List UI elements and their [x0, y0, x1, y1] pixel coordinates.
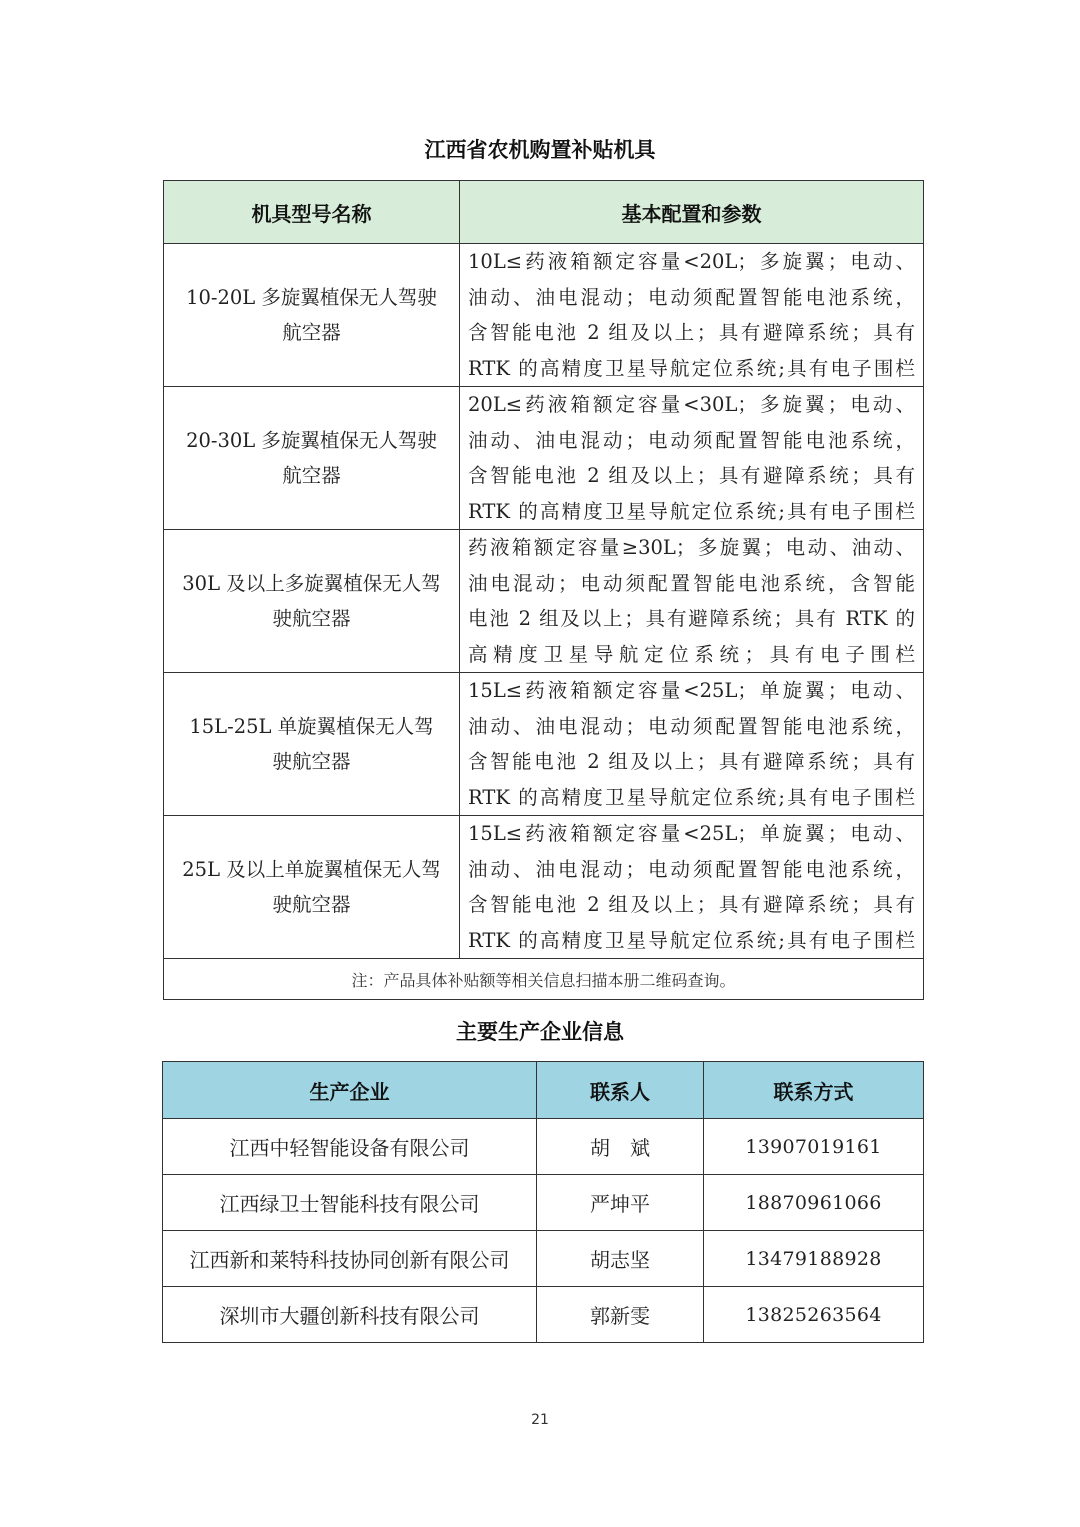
subsidy-machines-table [163, 180, 924, 1000]
spec-line: 油电混动；电动须配置智能电池系统，含智能 [468, 571, 915, 595]
phone-number-cell: 13825263564 [704, 1287, 924, 1343]
phone-number-cell: 18870961066 [704, 1175, 924, 1231]
table-row [164, 387, 924, 530]
manufacturers-table [162, 1061, 924, 1343]
column-header-model-name: 机具型号名称 [164, 181, 460, 244]
table-header-row [164, 181, 924, 244]
spec-line: 含智能电池 2 组及以上；具有避障系统；具有 [468, 321, 915, 344]
table-row [164, 530, 924, 673]
column-header-config-params: 基本配置和参数 [460, 181, 924, 244]
machine-name-cell: 10-20L 多旋翼植保无人驾驶航空器 [164, 244, 460, 387]
column-header-company: 生产企业 [163, 1062, 537, 1119]
table-row [164, 244, 924, 387]
spec-line: 15L≤药液箱额定容量<25L；单旋翼；电动、 [468, 679, 915, 702]
page-number: 21 [531, 1412, 549, 1428]
table-row [163, 1287, 924, 1343]
spec-line: 油动、油电混动；电动须配置智能电池系统， [468, 428, 915, 452]
spec-line: 20L≤药液箱额定容量<30L；多旋翼；电动、 [468, 393, 915, 416]
contact-person-cell: 严坤平 [537, 1175, 704, 1231]
company-name-cell: 江西中轻智能设备有限公司 [163, 1119, 537, 1175]
machine-name-cell: 25L 及以上单旋翼植保无人驾驶航空器 [164, 816, 460, 959]
table-header-row [163, 1062, 924, 1119]
table-row [163, 1231, 924, 1287]
spec-line: RTK 的高精度卫星导航定位系统;具有电子围栏 [468, 785, 915, 809]
spec-line: RTK 的高精度卫星导航定位系统;具有电子围栏 [468, 356, 915, 380]
table-row [164, 816, 924, 959]
table-row [164, 673, 924, 816]
spec-line: 高精度卫星导航定位系统；具有电子围栏 [468, 642, 915, 666]
machine-spec-cell [460, 387, 924, 530]
spec-line: 药液箱额定容量≥30L；多旋翼；电动、油动、 [468, 536, 915, 559]
column-header-phone: 联系方式 [704, 1062, 924, 1119]
spec-line: RTK 的高精度卫星导航定位系统;具有电子围栏 [468, 928, 915, 952]
contact-person-cell: 胡 斌 [537, 1119, 704, 1175]
companies-section-title: 主要生产企业信息 [456, 1020, 624, 1044]
phone-number-cell: 13479188928 [704, 1231, 924, 1287]
table-row [163, 1175, 924, 1231]
company-name-cell: 深圳市大疆创新科技有限公司 [163, 1287, 537, 1343]
spec-line: 10L≤药液箱额定容量<20L；多旋翼；电动、 [468, 250, 915, 273]
table-row [163, 1119, 924, 1175]
spec-line: RTK 的高精度卫星导航定位系统;具有电子围栏 [468, 499, 915, 523]
machine-name-cell: 30L 及以上多旋翼植保无人驾驶航空器 [164, 530, 460, 673]
column-header-contact: 联系人 [537, 1062, 704, 1119]
spec-line: 油动、油电混动；电动须配置智能电池系统， [468, 714, 915, 738]
company-name-cell: 江西绿卫士智能科技有限公司 [163, 1175, 537, 1231]
spec-line: 含智能电池 2 组及以上；具有避障系统；具有 [468, 464, 915, 487]
contact-person-cell: 郭新雯 [537, 1287, 704, 1343]
machine-name-cell: 20-30L 多旋翼植保无人驾驶航空器 [164, 387, 460, 530]
spec-line: 油动、油电混动；电动须配置智能电池系统， [468, 857, 915, 881]
machine-spec-cell [460, 816, 924, 959]
machine-name-cell: 15L-25L 单旋翼植保无人驾驶航空器 [164, 673, 460, 816]
machine-spec-cell [460, 673, 924, 816]
spec-line: 含智能电池 2 组及以上；具有避障系统；具有 [468, 750, 915, 773]
machines-section-title: 江西省农机购置补贴机具 [424, 138, 656, 162]
note-row [164, 959, 924, 1000]
spec-line: 15L≤药液箱额定容量<25L；单旋翼；电动、 [468, 822, 915, 845]
machine-spec-cell [460, 244, 924, 387]
contact-person-cell: 胡志坚 [537, 1231, 704, 1287]
table-note: 注：产品具体补贴额等相关信息扫描本册二维码查询。 [164, 959, 924, 1000]
company-name-cell: 江西新和莱特科技协同创新有限公司 [163, 1231, 537, 1287]
spec-line: 电池 2 组及以上；具有避障系统；具有 RTK 的 [468, 607, 915, 630]
spec-line: 油动、油电混动；电动须配置智能电池系统， [468, 285, 915, 309]
spec-line: 含智能电池 2 组及以上；具有避障系统；具有 [468, 893, 915, 916]
phone-number-cell: 13907019161 [704, 1119, 924, 1175]
machine-spec-cell [460, 530, 924, 673]
